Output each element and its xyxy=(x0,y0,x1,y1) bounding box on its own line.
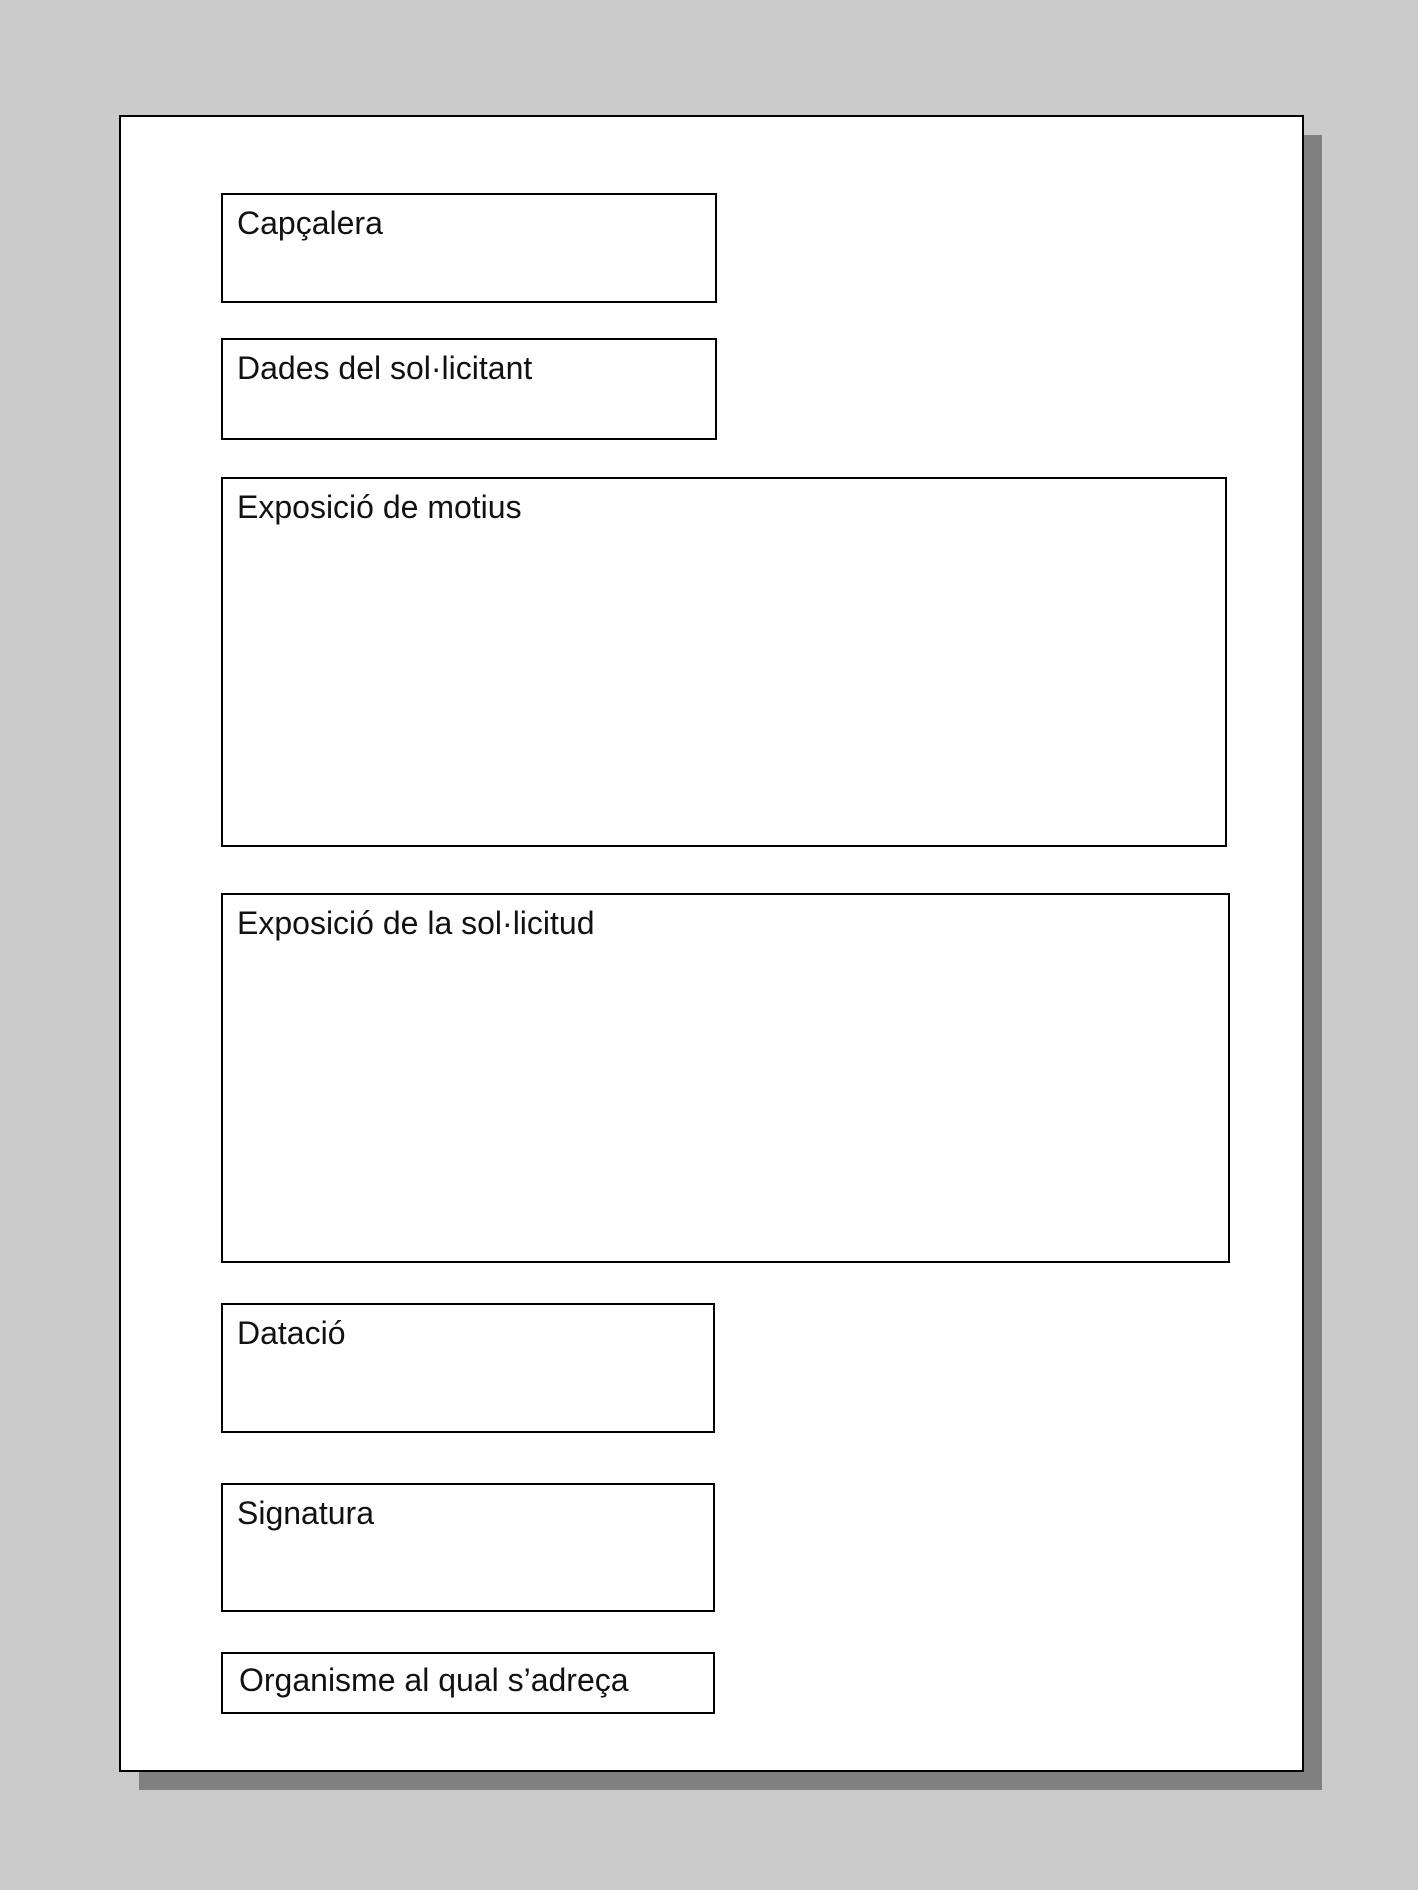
signature-section-box xyxy=(221,1483,715,1612)
statement-of-reasons-section-box xyxy=(221,477,1227,847)
signature-section-label: Signatura xyxy=(237,1495,374,1531)
dating-section-box xyxy=(221,1303,715,1433)
document-page xyxy=(119,115,1304,1772)
header-section-label: Capçalera xyxy=(237,205,383,241)
header-section-box xyxy=(221,193,717,303)
applicant-data-section-box xyxy=(221,338,717,440)
statement-of-request-section-box xyxy=(221,893,1230,1263)
applicant-data-section-label: Dades del sol·licitant xyxy=(237,350,533,386)
recipient-organization-section-label: Organisme al qual s’adreça xyxy=(239,1662,629,1698)
dating-section-label: Datació xyxy=(237,1315,346,1351)
recipient-organization-section-box xyxy=(221,1652,715,1714)
statement-of-request-section-label: Exposició de la sol·licitud xyxy=(237,905,595,941)
statement-of-reasons-section-label: Exposició de motius xyxy=(237,489,522,525)
